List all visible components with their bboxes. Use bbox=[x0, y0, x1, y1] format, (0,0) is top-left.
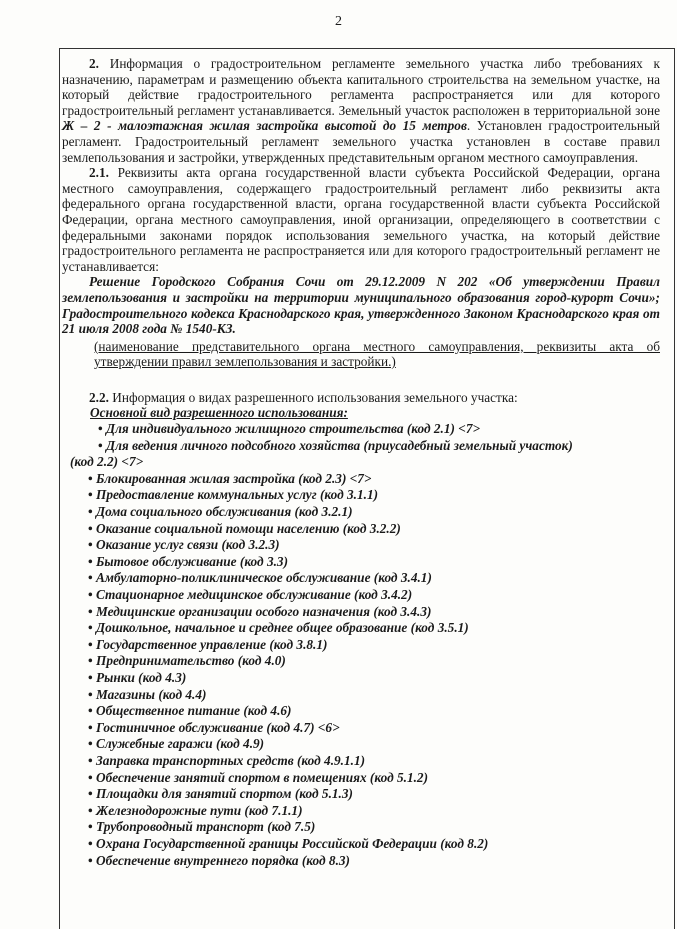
document-body bbox=[62, 56, 660, 869]
main-use-heading: Основной вид разрешенного использования: bbox=[90, 405, 348, 421]
list-item: • Амбулаторно-поликлиническое обслуживание (код 3.4.1) bbox=[88, 570, 432, 586]
list-item: • Железнодорожные пути (код 7.1.1) bbox=[88, 802, 303, 818]
list-item: • Охрана Государственной границы Российской Федерации (код 8.2) bbox=[88, 835, 489, 851]
list-item: • Гостиничное обслуживание (код 4.7) <6> bbox=[88, 719, 340, 735]
section-2-1-number: 2.1. bbox=[89, 165, 109, 181]
list-item: • Площадки для занятий спортом (код 5.1.3) bbox=[88, 786, 353, 802]
list-item: • Дошкольное, начальное и среднее общее образование (код 3.5.1) bbox=[88, 620, 469, 636]
section-2-2-paragraph bbox=[62, 390, 660, 406]
section-2-text-a: Информация о градостроительном регламенте земельного участка либо требованиях к назначению, параметрам и размещению объекта капитального строительства на земельном участке, на который действие градостроительного регламента распространяется или для которого градостроительный регламент устанавливается. Земельный участок расположен в территориальной зоне bbox=[62, 56, 660, 118]
list-item: • Трубопроводный транспорт (код 7.5) bbox=[88, 819, 316, 835]
list-item: • Рынки (код 4.3) bbox=[88, 669, 187, 685]
decision-text: Решение Городского Собрания Сочи от 29.12.2009 N 202 «Об утверждении Правил землепользования и застройки на территории муниципального образования город-курорт Сочи»; Градостроительного кодекса Краснодарского края, утвержденного Законом Краснодарского края от 21 июля 2008 года № 1540-КЗ. bbox=[62, 274, 660, 337]
list-item: • Предпринимательство (код 4.0) bbox=[88, 653, 286, 669]
list-item: • Обеспечение занятий спортом в помещениях (код 5.1.2) bbox=[88, 769, 429, 785]
act-note: (наименование представительного органа местного самоуправления, реквизиты акта об утверждении правил землепользования и застройки.) bbox=[94, 338, 660, 370]
list-item: • Дома социального обслуживания (код 3.2.1) bbox=[88, 504, 353, 520]
section-2-number: 2. bbox=[89, 56, 99, 71]
list-item: • Медицинские организации особого назначения (код 3.4.3) bbox=[88, 603, 432, 619]
list-item: • Для ведения личного подсобного хозяйства (приусадебный земельный участок) (код 2.2) <7> bbox=[70, 437, 573, 470]
list-item: • Заправка транспортных средств (код 4.9.1.1) bbox=[88, 752, 366, 768]
list-item: • Служебные гаражи (код 4.9) bbox=[88, 736, 265, 752]
page-number: 2 bbox=[335, 14, 342, 29]
section-2-2-number: 2.2. bbox=[89, 389, 109, 405]
permitted-use-list bbox=[62, 421, 660, 869]
list-item: • Оказание социальной помощи населению (код 3.2.2) bbox=[88, 520, 401, 536]
list-item: • Для индивидуального жилищного строительства (код 2.1) <7> bbox=[98, 421, 481, 437]
section-2-text-b: . Установлен градостроительный регламент. Градостроительный регламент земельного участка установлен в составе правил землепользования и застройки, утвержденных представительным органом местного самоуправления. bbox=[62, 118, 660, 165]
list-item: • Общественное питание (код 4.6) bbox=[88, 703, 292, 719]
list-item: • Оказание услуг связи (код 3.2.3) bbox=[88, 537, 280, 553]
list-item: • Обеспечение внутреннего порядка (код 8.3) bbox=[88, 852, 350, 868]
section-2-2-text: Информация о видах разрешенного использования земельного участка: bbox=[108, 389, 518, 405]
list-item: • Бытовое обслуживание (код 3.3) bbox=[88, 553, 289, 569]
section-2-1-paragraph bbox=[62, 165, 660, 274]
list-item: • Блокированная жилая застройка (код 2.3) <7> bbox=[88, 470, 372, 486]
section-2-1-text: Реквизиты акта органа государственной власти субъекта Российской Федерации, органа местного самоуправления, содержащего градостроительный регламент либо реквизиты акта федерального органа государственной власти, органа государственной власти субъекта Российской Федерации, органа местного самоуправления, иной организации, определяющего в соответствии с федеральными законами порядок использования земельного участка, на который действие градостроительного регламента не распространяется или для которого градостроительный регламент не устанавливается: bbox=[62, 165, 660, 274]
list-item: • Стационарное медицинское обслуживание (код 3.4.2) bbox=[88, 587, 413, 602]
zone-name: Ж – 2 - малоэтажная жилая застройка высотой до 15 метров bbox=[62, 118, 467, 134]
section-2-paragraph bbox=[62, 56, 660, 165]
list-item: • Предоставление коммунальных услуг (код 3.1.1) bbox=[88, 487, 379, 503]
list-item: • Магазины (код 4.4) bbox=[88, 686, 207, 702]
list-item: • Государственное управление (код 3.8.1) bbox=[88, 636, 328, 652]
